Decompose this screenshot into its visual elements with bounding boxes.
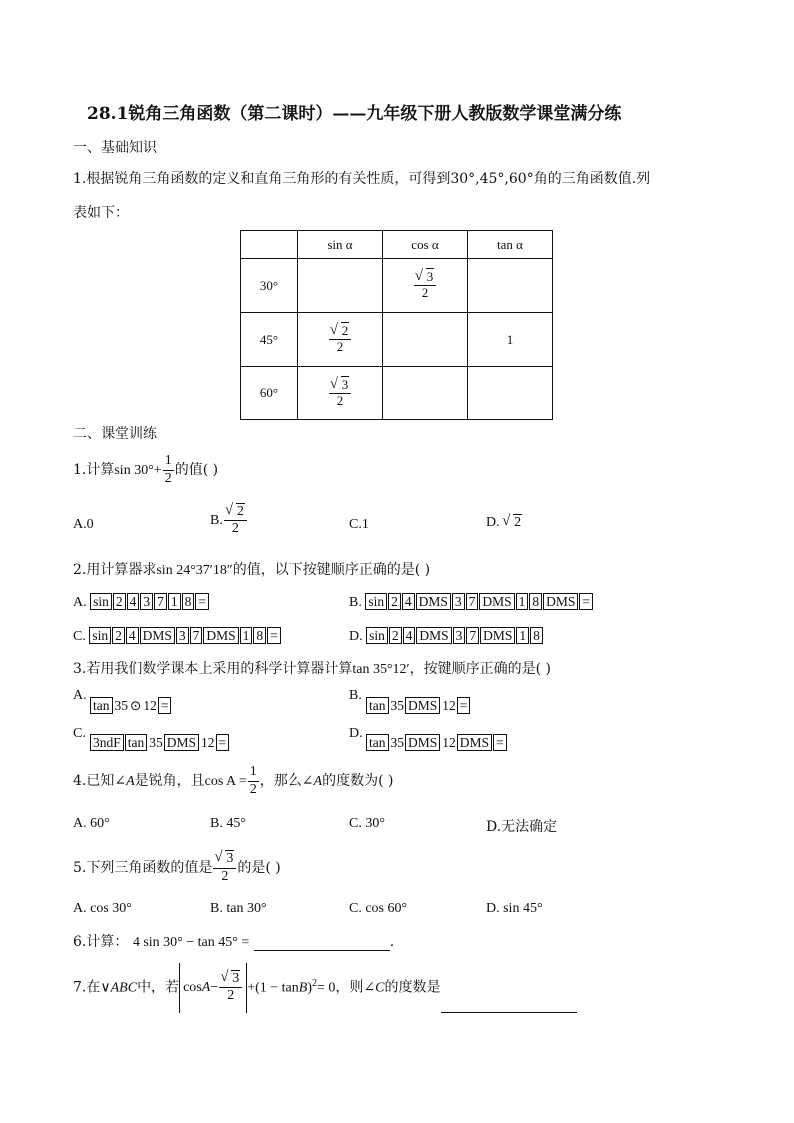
fraction (213, 851, 236, 884)
q3-option-d (366, 734, 508, 752)
q1-option-a: A.0 (73, 517, 94, 532)
table-row (241, 367, 553, 420)
q4-tail: ，那么∠ (259, 773, 314, 789)
key-sequence (90, 736, 230, 751)
value-cell (383, 259, 468, 313)
q3-option-d-label: D. (349, 726, 363, 741)
fraction (224, 504, 247, 537)
q3-prefix: 3.若用我们数学课本上采用的科学计算器计算 (73, 661, 353, 677)
q3-option-c (90, 734, 230, 752)
question-3 (73, 658, 551, 678)
calculator-key: = (216, 734, 230, 751)
calculator-key: DMS (543, 593, 578, 610)
table-header-row (241, 231, 553, 259)
angle-cell: 60° (241, 367, 298, 420)
option-label: B. (210, 512, 223, 528)
denominator: 2 (249, 781, 257, 797)
radicand: 3 (341, 376, 349, 392)
table-header-cell (468, 231, 553, 259)
question-1 (73, 452, 218, 489)
calculator-key: 2 (113, 593, 126, 610)
denominator: 2 (221, 868, 229, 884)
fraction (414, 270, 437, 301)
fraction (329, 378, 352, 409)
abs-var: A (201, 979, 211, 995)
header-cos: cos α (411, 236, 439, 252)
q4-option-b: B. 45° (210, 816, 246, 831)
q2-prefix: 2.用计算器求 (73, 562, 157, 578)
calculator-key: DMS (479, 593, 514, 610)
calculator-key: 1 (168, 593, 181, 610)
q7-triangle: ABC (110, 980, 138, 996)
q7-mid: 中，若 (137, 979, 180, 996)
table-row (241, 313, 553, 367)
denominator: 2 (164, 470, 172, 486)
calculator-key: 12 (201, 735, 215, 750)
q7-tail: ，则∠ (335, 979, 376, 996)
calculator-key: 3ndF (90, 734, 124, 751)
option-label: B. (349, 595, 362, 610)
radicand: 3 (226, 851, 234, 867)
calculator-key: = (457, 697, 471, 714)
section-heading-practice: 二、课堂训练 (73, 426, 157, 442)
calculator-key: 12 (442, 698, 456, 713)
q2-suffix: 的值，以下按键顺序正确的是( ) (232, 562, 431, 578)
calculator-key: 2 (388, 593, 401, 610)
value-cell (468, 367, 553, 420)
table-header-cell (241, 231, 298, 259)
calculator-key: 4 (403, 627, 416, 644)
denominator: 2 (227, 987, 235, 1003)
q3-option-c-label: C. (73, 726, 86, 741)
q5-option-c: C. cos 60° (349, 901, 408, 916)
calculator-key: = (195, 593, 209, 610)
trig-values-table (240, 230, 553, 420)
calculator-key: = (493, 734, 507, 751)
q4-tail: 的度数为( ) (322, 773, 394, 789)
question-7 (73, 961, 577, 1013)
radicand: 3 (232, 970, 240, 986)
calculator-key: 7 (466, 593, 479, 610)
abs-expression: cos (183, 979, 202, 995)
calculator-key: sin (365, 593, 387, 610)
q3-option-a-label: A. (73, 688, 87, 703)
calculator-key: 1 (516, 593, 529, 610)
key-sequence (366, 699, 471, 714)
answer-blank[interactable] (254, 936, 390, 951)
key-sequence (366, 736, 508, 751)
denominator: 2 (421, 285, 429, 300)
angle-cell: 45° (241, 313, 298, 367)
calculator-key: = (267, 627, 281, 644)
q4-prefix: 4.已知∠ (73, 773, 127, 789)
calculator-key: 35 (114, 698, 128, 713)
intro-line-2: 表如下： (73, 205, 129, 221)
q4-mid: 是锐角，且 (134, 773, 205, 789)
q5-option-a: A. cos 30° (73, 901, 132, 916)
q2-option-b (349, 593, 594, 611)
calculator-key: sin (90, 593, 112, 610)
calculator-key: 12 (143, 698, 157, 713)
calculator-key: 3 (452, 593, 465, 610)
q1-expression: sin 30°+ (114, 463, 162, 478)
q1-prefix: 1.计算 (73, 462, 115, 478)
q4-option-d: D.无法确定 (486, 819, 558, 835)
q1-suffix: 的值( ) (174, 462, 219, 478)
calculator-key: 2 (389, 627, 402, 644)
q7-paren: (1 − tan (255, 980, 299, 996)
q5-option-d: D. sin 45° (486, 901, 543, 916)
q2-expression: sin 24°37′18″ (156, 563, 233, 578)
denominator: 2 (231, 521, 239, 537)
calculator-key: 8 (530, 627, 543, 644)
calculator-key: tan (366, 697, 389, 714)
q5-option-b: B. tan 30° (210, 901, 267, 916)
value-cell: 1 (468, 313, 553, 367)
calculator-key: sin (89, 627, 111, 644)
header-sin: sin α (327, 236, 353, 252)
q4-var: A (126, 774, 135, 789)
question-6 (73, 931, 394, 951)
radicand: 2 (236, 504, 244, 519)
question-2 (73, 559, 430, 579)
q7-equals: = 0 (317, 980, 336, 996)
q1-option-d (486, 515, 522, 531)
table-row (241, 259, 553, 313)
q1-option-c: C.1 (349, 517, 369, 532)
q3-suffix: ，按键顺序正确的是( ) (409, 661, 551, 677)
value-cell (298, 259, 383, 313)
q6-prefix: 6.计算： (73, 934, 129, 950)
radicand: 3 (426, 269, 434, 285)
calculator-key: 35 (390, 735, 404, 750)
value-cell (298, 313, 383, 367)
angle-cell: 30° (241, 259, 298, 313)
q3-option-a (90, 697, 172, 715)
calculator-key: tan (366, 734, 389, 751)
header-tan: tan α (497, 236, 523, 252)
calculator-key: DMS (405, 734, 440, 751)
q6-expression: 4 sin 30° − tan 45° = (132, 935, 250, 950)
q2-option-c (73, 627, 282, 645)
numerator: 1 (248, 764, 259, 781)
calculator-key: 3 (453, 627, 466, 644)
section-heading-basics: 一、基础知识 (73, 140, 157, 156)
q7-power: 2 (312, 978, 318, 989)
denominator: 2 (336, 339, 344, 354)
calculator-key: 8 (182, 593, 195, 610)
option-label: D. (486, 515, 500, 530)
q7-paren-close: ) (307, 980, 313, 996)
calculator-key: tan (125, 734, 148, 751)
calculator-key: ⊙ (130, 698, 142, 713)
q5-prefix: 5.下列三角函数的值是 (73, 860, 213, 876)
calculator-key: DMS (203, 627, 238, 644)
calculator-key: DMS (480, 627, 515, 644)
q2-option-d (349, 627, 544, 645)
q7-var: B (298, 980, 308, 996)
option-label: C. (73, 629, 86, 644)
q3-option-b-label: B. (349, 688, 362, 703)
table-header-cell (298, 231, 383, 259)
q3-option-b (366, 697, 471, 715)
calculator-key: tan (90, 697, 113, 714)
calculator-key: 1 (240, 627, 253, 644)
calculator-key: 8 (253, 627, 266, 644)
calculator-key: 2 (112, 627, 125, 644)
calculator-key: 1 (516, 627, 529, 644)
q5-suffix: 的是( ) (237, 860, 281, 876)
calculator-key: DMS (164, 734, 199, 751)
q1-option-b (210, 504, 248, 537)
intro-line-1: 1.根据锐角三角函数的定义和直角三角形的有关性质，可得到30°,45°,60°角的三角函数值.列 (73, 171, 651, 187)
key-sequence (89, 629, 281, 644)
table-header-cell (383, 231, 468, 259)
calculator-key: DMS (416, 627, 451, 644)
value-cell (468, 259, 553, 313)
question-5 (73, 848, 281, 888)
calculator-key: 35 (149, 735, 163, 750)
option-label: D. (349, 629, 363, 644)
calculator-key: 4 (402, 593, 415, 610)
value-cell (383, 313, 468, 367)
calculator-key: 3 (176, 627, 189, 644)
fraction (219, 971, 242, 1004)
calculator-key: 35 (390, 698, 404, 713)
calculator-key: 4 (126, 627, 139, 644)
calculator-key: 8 (529, 593, 542, 610)
calculator-key: = (158, 697, 172, 714)
value-cell (298, 367, 383, 420)
calculator-key: sin (366, 627, 388, 644)
denominator: 2 (336, 392, 344, 408)
calculator-key: DMS (416, 593, 451, 610)
calculator-key: 7 (466, 627, 479, 644)
q7-plus: + (247, 980, 256, 996)
fraction (163, 453, 174, 486)
value-cell (383, 367, 468, 420)
numerator: 1 (163, 453, 174, 470)
q4-expression: cos A = (204, 774, 247, 789)
page-title: 28.1锐角三角函数（第二课时）——九年级下册人教版数学课堂满分练 (87, 104, 622, 124)
q7-tail: 的度数是 (384, 979, 441, 996)
radicand: 2 (341, 323, 349, 339)
calculator-key: 12 (442, 735, 456, 750)
absolute-value (179, 963, 247, 1013)
calculator-key: DMS (457, 734, 492, 751)
answer-blank[interactable] (441, 998, 577, 1013)
q4-option-a: A. 60° (73, 816, 110, 831)
key-sequence (366, 629, 544, 644)
calculator-key: 3 (140, 593, 153, 610)
q7-prefix: 7.在∨ (73, 979, 111, 996)
option-label: A. (73, 595, 87, 610)
key-sequence (365, 595, 594, 610)
calculator-key: 7 (154, 593, 167, 610)
abs-minus: − (210, 979, 219, 995)
calculator-key: DMS (405, 697, 440, 714)
fraction (329, 324, 352, 355)
q4-option-c: C. 30° (349, 816, 385, 831)
radicand: 2 (514, 515, 522, 530)
calculator-key: DMS (140, 627, 175, 644)
key-sequence (90, 595, 210, 610)
fraction (248, 764, 259, 797)
q3-expression: tan 35°12′ (352, 662, 410, 677)
calculator-key: 7 (190, 627, 203, 644)
key-sequence (90, 699, 172, 714)
q4-var: A (313, 774, 323, 789)
question-4 (73, 763, 393, 800)
q6-end: . (389, 934, 395, 950)
q2-option-a (73, 593, 210, 611)
calculator-key: = (579, 593, 593, 610)
q7-var: C (375, 980, 385, 996)
calculator-key: 4 (127, 593, 140, 610)
